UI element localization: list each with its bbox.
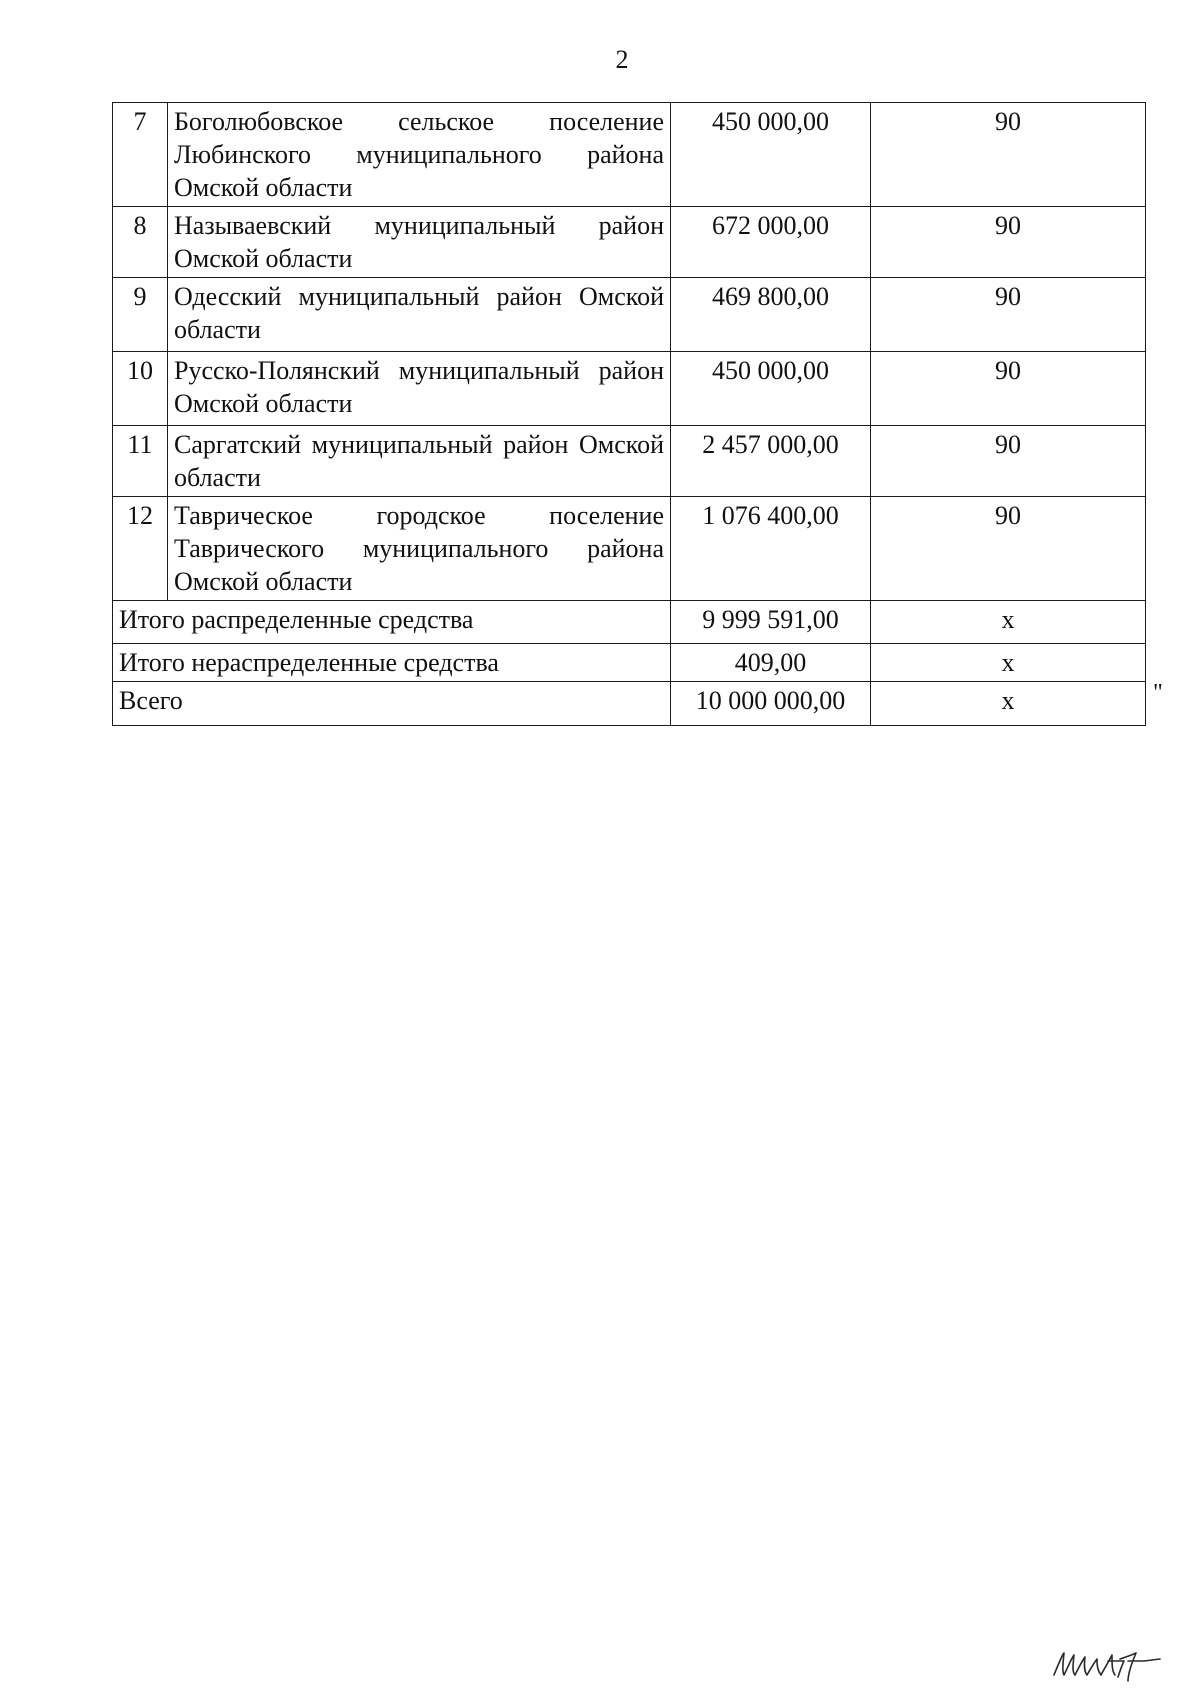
municipality-name: Одесский муниципальный район Омской области xyxy=(168,278,671,352)
municipality-name: Боголюбовское сельское поселение Любинского муниципального района Омской области xyxy=(168,103,671,207)
total-row-grand xyxy=(113,682,1146,726)
co-financing-rate: 90 xyxy=(871,278,1146,352)
co-financing-rate: 90 xyxy=(871,426,1146,497)
total-rate: х xyxy=(871,601,1146,644)
closing-quote: " xyxy=(1153,680,1163,706)
total-row-undistributed xyxy=(113,644,1146,682)
row-number: 7 xyxy=(113,103,168,207)
co-financing-rate: 90 xyxy=(871,352,1146,426)
row-number: 8 xyxy=(113,207,168,278)
allocated-amount: 450 000,00 xyxy=(671,103,871,207)
allocated-amount: 672 000,00 xyxy=(671,207,871,278)
total-label: Всего xyxy=(113,682,671,726)
allocation-table xyxy=(112,102,1146,726)
table-row xyxy=(113,352,1146,426)
municipality-name: Русско-Полянский муниципальный район Омской области xyxy=(168,352,671,426)
table-row xyxy=(113,103,1146,207)
total-row-distributed xyxy=(113,601,1146,644)
row-number: 11 xyxy=(113,426,168,497)
total-rate: х xyxy=(871,644,1146,682)
municipality-name: Называевский муниципальный район Омской области xyxy=(168,207,671,278)
row-number: 9 xyxy=(113,278,168,352)
table-row xyxy=(113,426,1146,497)
municipality-name: Саргатский муниципальный район Омской области xyxy=(168,426,671,497)
table-row xyxy=(113,207,1146,278)
table-row xyxy=(113,278,1146,352)
total-amount: 9 999 591,00 xyxy=(671,601,871,644)
total-label: Итого нераспределенные средства xyxy=(113,644,671,682)
total-label: Итого распределенные средства xyxy=(113,601,671,644)
page-number: 2 xyxy=(615,45,629,74)
signature-initials xyxy=(1048,1635,1168,1685)
allocated-amount: 2 457 000,00 xyxy=(671,426,871,497)
row-number: 12 xyxy=(113,497,168,601)
allocated-amount: 469 800,00 xyxy=(671,278,871,352)
municipality-name: Таврическое городское поселение Таврического муниципального района Омской области xyxy=(168,497,671,601)
co-financing-rate: 90 xyxy=(871,497,1146,601)
total-rate: х xyxy=(871,682,1146,726)
co-financing-rate: 90 xyxy=(871,103,1146,207)
total-amount: 409,00 xyxy=(671,644,871,682)
allocated-amount: 1 076 400,00 xyxy=(671,497,871,601)
table-row xyxy=(113,497,1146,601)
allocated-amount: 450 000,00 xyxy=(671,352,871,426)
total-amount: 10 000 000,00 xyxy=(671,682,871,726)
row-number: 10 xyxy=(113,352,168,426)
co-financing-rate: 90 xyxy=(871,207,1146,278)
